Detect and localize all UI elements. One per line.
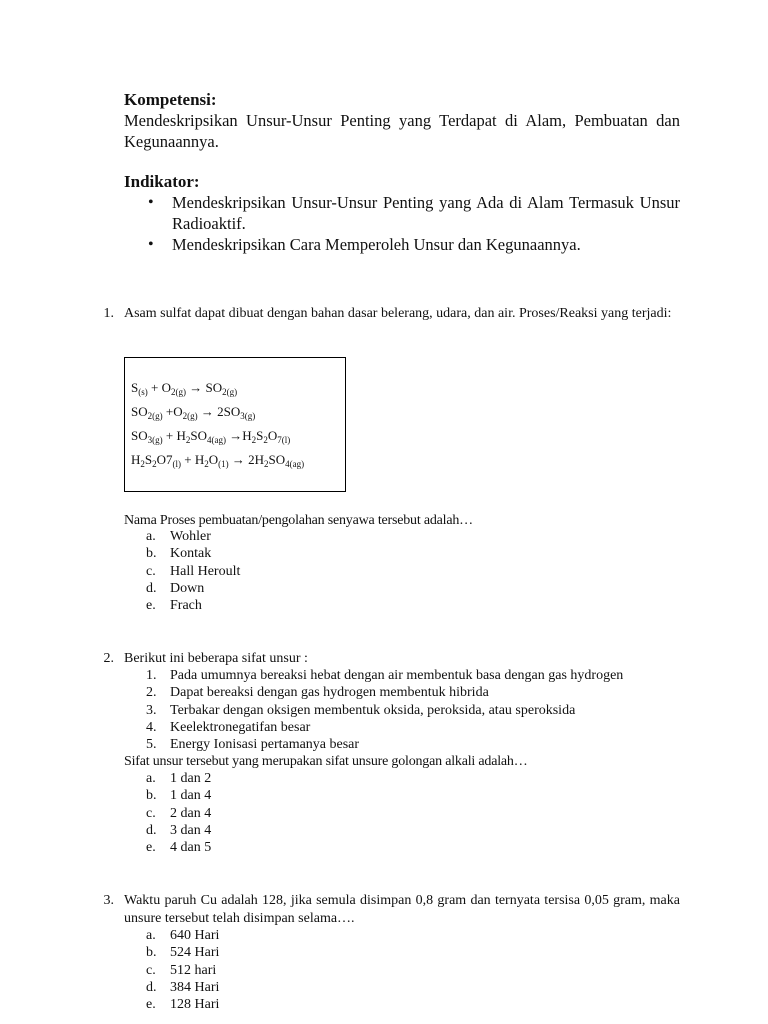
- question-number: 1.: [103, 306, 114, 321]
- indikator-item-text: Mendeskripsikan Unsur-Unsur Penting yang Ada di Alam Termasuk Unsur Radioaktif.: [172, 193, 680, 233]
- option-b[interactable]: b. Kontak: [146, 546, 212, 562]
- statement-item: 4. Keelektronegatifan besar: [146, 719, 311, 735]
- question-text: Asam sulfat dapat dibuat dengan bahan dasar belerang, udara, dan air. Proses/Reaksi yang terjadi:: [124, 306, 672, 321]
- indikator-heading: Indikator:: [124, 172, 200, 191]
- statement-item: 5. Energy Ionisasi pertamanya besar: [146, 737, 360, 753]
- option-b[interactable]: b. 524 Hari: [146, 945, 220, 961]
- question-number: 3.: [103, 893, 114, 908]
- option-a[interactable]: a. Wohler: [146, 529, 211, 544]
- indikator-item: [146, 192, 680, 234]
- reaction-box: [124, 357, 346, 492]
- question-text: Waktu paruh Cu adalah 128, jika semula disimpan 0,8 gram dan ternyata tersisa 0,05 gram, maka unsure tersebut telah disimpan selama….: [124, 893, 680, 926]
- option-d[interactable]: d. Down: [146, 580, 205, 596]
- bullet-icon: •: [148, 194, 154, 211]
- reaction-line: $S_{(s)} + O_{2(g)} \to SO_{2(g)}$: [131, 380, 238, 397]
- indikator-list: [146, 192, 680, 255]
- option-a[interactable]: a. 1 dan 2: [146, 771, 212, 786]
- bullet-icon: •: [148, 236, 154, 253]
- kompetensi-text: Mendeskripsikan Unsur-Unsur Penting yang Terdapat di Alam, Pembuatan dan Kegunaannya.: [124, 111, 680, 151]
- indikator-item: [146, 234, 680, 255]
- reaction-line: $SO_{3(g)} + H_2SO_{4(ag)} \to H_2S_2O_{7(l)}$: [131, 428, 291, 445]
- statement-item: 1. Pada umumnya bereaksi hebat dengan air membentuk basa dengan gas hydrogen: [146, 668, 624, 683]
- options-list: [146, 528, 240, 614]
- option-a[interactable]: a. 640 Hari: [146, 928, 220, 943]
- option-c[interactable]: c. 2 dan 4: [146, 805, 212, 821]
- option-d[interactable]: d. 3 dan 4: [146, 822, 212, 838]
- reaction-line: $SO_{2(g)} +O_{2(g)} \to 2SO_{3(g)}$: [131, 404, 256, 421]
- statement-item: 2. Dapat bereaksi dengan gas hydrogen membentuk hibrida: [146, 685, 489, 701]
- question-stem: Nama Proses pembuatan/pengolahan senyawa tersebut adalah…: [124, 513, 473, 528]
- options-list: [146, 770, 211, 856]
- option-e[interactable]: e. Frach: [146, 598, 202, 614]
- question-number: 2.: [103, 651, 114, 666]
- option-e[interactable]: e. 4 dan 5: [146, 840, 212, 856]
- statements-list: [146, 667, 623, 753]
- statement-item: 3. Terbakar dengan oksigen membentuk oksida, peroksida, atau speroksida: [146, 702, 576, 718]
- reaction-line: $H_2S_2O7_{(l)} + H_2O_{(1)} \to 2H_2SO_{4(ag)}$: [131, 452, 305, 469]
- option-b[interactable]: b. 1 dan 4: [146, 788, 212, 804]
- kompetensi-heading: Kompetensi:: [124, 90, 217, 109]
- option-e[interactable]: e. 128 Hari: [146, 997, 220, 1013]
- question-stem: Sifat unsur tersebut yang merupakan sifat unsure golongan alkali adalah…: [124, 754, 528, 769]
- options-list: [146, 927, 219, 1013]
- indikator-item-text: Mendeskripsikan Cara Memperoleh Unsur dan Kegunaannya.: [172, 235, 581, 254]
- question-text: Berikut ini beberapa sifat unsur :: [124, 651, 308, 666]
- option-c[interactable]: c. Hall Heroult: [146, 563, 241, 579]
- option-c[interactable]: c. 512 hari: [146, 962, 217, 978]
- option-d[interactable]: d. 384 Hari: [146, 979, 220, 995]
